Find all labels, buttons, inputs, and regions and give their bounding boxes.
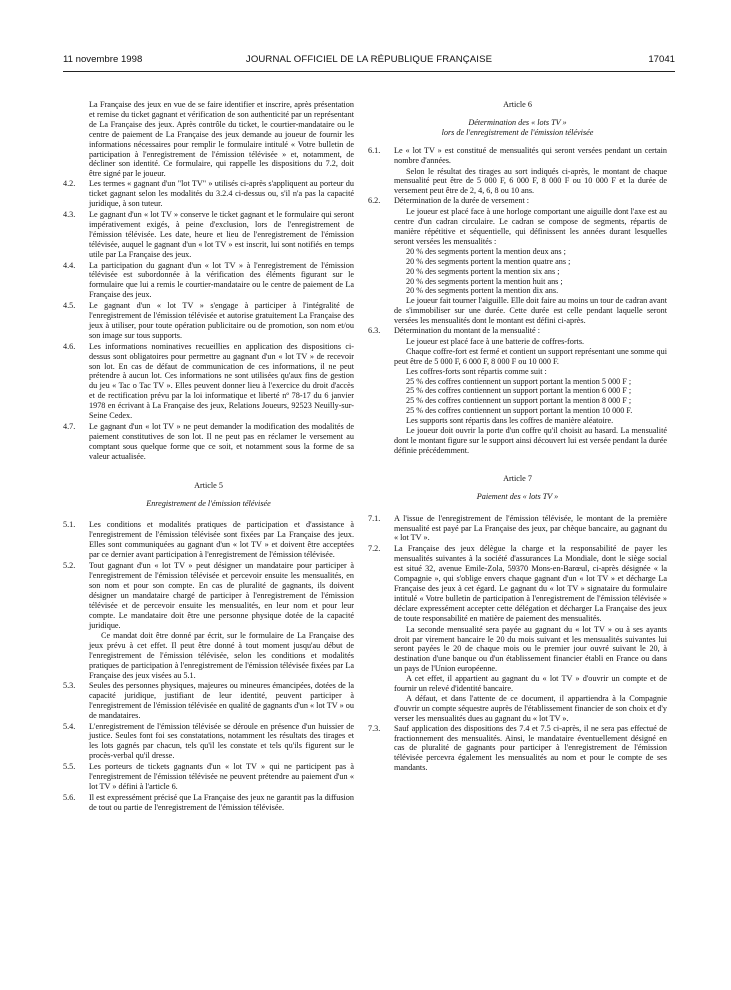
article-item <box>63 793 354 813</box>
item-number: 5.4. <box>63 721 76 731</box>
item-text: Tout gagnant d'un « lot TV » peut désigner un mandataire pour participer à l'enregistrement de l'émission télévisée et percevoir ensuite les mensualités, en son nom et pour son compte. En cas de pluralité de gagnants, ils doivent désigner un mandataire chargé de participer à l'enregistrement de l'émission télévisée et de percevoir ensuite les mensualités, en leur nom et pour leur compte. Le mandataire doit être une personne physique dotée de la capacité juridique. <box>89 561 354 630</box>
item-continuation: Le joueur doit ouvrir la porte d'un coffre qu'il choisit au hasard. La mensualité dont le montant figure sur le support ainsi découvert lui est versée pendant la durée définie précédemment. <box>394 426 667 455</box>
article-item <box>368 196 667 206</box>
article-item <box>368 326 667 336</box>
list-item: 20 % des segments portent la mention deux ans ; <box>406 246 566 256</box>
intro-paragraph: La Française des jeux en vue de se faire identifier et inscrire, après présentation et remise du ticket gagnant et vérification de son authenticité par un représentant de La Française des jeux. Après contrôle du ticket, le courtier-mandataire ou le centre de paiement de La Française des jeux demande au joueur de fournir les informations nécessaires pour remplir le formulaire intitulé « Votre bulletin de participation à l'enregistrement de l'émission télévisée » et, notamment, de décliner son identité. Ce formulaire, qui rappelle les dispositions du 7.2, doit être signé par le joueur. <box>89 100 354 179</box>
item-text: Les termes « gagnant d'un "lot TV" » utilisés ci-après s'appliquent au porteur du ticket gagnant selon les modalités du 3.2.4 ci-dessus ou, s'il n'a pas la capacité juridique, à son tuteur. <box>89 179 354 209</box>
list-item: 20 % des segments portent la mention six ans ; <box>406 266 560 276</box>
article-7-subtitle: Paiement des « lots TV » <box>476 491 559 501</box>
item-text: Le gagnant d'un « lot TV » s'engage à participer à l'intégralité de l'enregistrement de l'émission télévisée et autorise gratuitement La Française des jeux à utiliser, pour toute opération publicitaire ou de promotion, son nom et/ou son image sur tous supports. <box>89 301 354 340</box>
article-7-title: Article 7 <box>503 473 532 483</box>
item-text: Le « lot TV » est constitué de mensualités qui seront versées pendant un certain nombre d'années. <box>394 145 667 165</box>
article-item <box>63 301 354 341</box>
article-item <box>63 520 354 560</box>
item-number: 4.4. <box>63 260 76 270</box>
article-6-subtitle: Détermination des « lots TV » <box>468 117 567 127</box>
item-continuation: A défaut, et dans l'attente de ce document, il appartiendra à la Compagnie d'ouvrir un compte séquestre auprès de l'établissement financier de son choix et d'y verser les mensualités dues au gagnant du « lot TV ». <box>394 693 667 723</box>
list-item: 25 % des coffres contiennent un support portant la mention 5 000 F ; <box>406 376 632 386</box>
item-text: La participation du gagnant d'un « lot TV » à l'enregistrement de l'émission télévisée est subordonnée à la vérification des éléments figurant sur le formulaire que lui a remis le courtier-mandataire ou le centre de paiement de La Française des jeux. <box>89 260 354 300</box>
header-rule <box>63 71 675 72</box>
article-item <box>63 681 354 721</box>
item-number: 5.2. <box>63 561 76 571</box>
item-continuation: Le joueur est placé face à une batterie de coffres-forts. <box>406 336 585 346</box>
article-item <box>368 724 667 774</box>
item-text: Détermination du montant de la mensualité : <box>394 326 540 336</box>
item-text: Les porteurs de tickets gagnants d'un « lot TV » qui ne participent pas à l'enregistrement de l'émission télévisée ne peuvent prétendre au paiement d'un « lot TV » défini à l'article 6. <box>89 762 354 791</box>
item-continuation: A cet effet, il appartient au gagnant du « lot TV » d'ouvrir un compte et de fournir un relevé d'identité bancaire. <box>394 674 667 694</box>
item-continuation: Chaque coffre-fort est fermé et contient un support représentant une somme qui peut être de 5 000 F, 6 000 F, 8 000 F ou 10 000 F. <box>394 346 667 366</box>
article-item <box>63 261 354 301</box>
item-continuation: Les supports sont répartis dans les coffres de manière aléatoire. <box>406 416 614 426</box>
item-number: 6.1. <box>368 145 381 155</box>
item-text: Sauf application des dispositions des 7.4 et 7.5 ci-après, il ne sera pas effectué de fractionnement des mensualités. Ainsi, le mandataire éventuellement désigné en cas de pluralité de gagnants pour participer à l'enregistrement de l'émission télévisée percevra également les mensualités au nom et pour le compte de ses mandants. <box>394 723 667 773</box>
item-number: 4.3. <box>63 209 76 219</box>
item-number: 4.5. <box>63 301 76 311</box>
article-item <box>63 342 354 421</box>
article-item <box>368 514 667 544</box>
list-item: 25 % des coffres contiennent un support portant la mention 8 000 F ; <box>406 396 632 406</box>
item-text: La Française des jeux délègue la charge et la responsabilité de payer les mensualités suivantes à la société d'assurances La Mondiale, dont le siège social est situé 32, avenue Emile-Zola, 59370 Mons-en-Barœul, ci-après désignée « la Compagnie », qui s'oblige envers chaque gagnant d'un « lot TV » et décharge La Française des jeux à cet égard. Le gagnant du « lot TV » signataire du formulaire intitulé « Votre bulletin de participation à l'enregistrement de l'émission télévisée » déclare expressément accepter cette délégation et décharger La Française des jeux de toute responsabilité en matière de paiement des mensualités. <box>394 544 667 623</box>
item-continuation: Selon le résultat des tirages au sort indiqués ci-après, le montant de chaque mensualité peut être de 5 000 F, 6 000 F, 8 000 F ou 10 000 F et la durée de versement peut être de 2, 4, 6, 8 ou 10 ans. <box>394 166 667 196</box>
item-text: Seules des personnes physiques, majeures ou mineures émancipées, dotées de la capacité juridique, justifiant de leur identité, peuvent participer à l'enregistrement de l'émission télévisée en qualité de gagnants d'un « lot TV » ou de mandataires. <box>89 680 354 720</box>
item-text: L'enregistrement de l'émission télévisée se déroule en présence d'un huissier de justice. Seules font foi ses constatations, notamment les résultats des tirages et les lots gagnés par chacun, tels qu'il les constate et tels qu'ils figurent sur le procès-verbal qu'il dresse. <box>89 721 354 761</box>
item-text: A l'issue de l'enregistrement de l'émission télévisée, le montant de la première mensualité est payé par La Française des jeux, par chèque bancaire, au gagnant du « lot TV ». <box>394 513 667 543</box>
article-5-subtitle: Enregistrement de l'émission télévisée <box>146 498 271 508</box>
item-text: Le gagnant d'un « lot TV » conserve le ticket gagnant et le formulaire qui seront impérativement exigés, à peine d'exclusion, lors de l'enregistrement de l'émission télévisée. Les date, heure et lieu de l'enregistrement de l'émission télévisée, auquel le gagnant d'un « lot TV » est inscrit, lui sont notifiés en temps utile par La Française des jeux. <box>89 209 354 259</box>
list-item: 25 % des coffres contiennent un support portant la mention 10 000 F. <box>406 406 633 416</box>
page-header <box>63 54 675 70</box>
item-continuation: Ce mandat doit être donné par écrit, sur le formulaire de La Française des jeux prévu à cet effet. Il peut être donné à tout moment jusqu'au début de l'enregistrement de l'émission télévisée, selon les conditions et modalités pratiques de participation à l'enregistrement de l'émission télévisée fixées par La Française des jeux visées au 5.1. <box>89 631 354 681</box>
item-number: 4.2. <box>63 179 76 189</box>
header-date: 11 novembre 1998 <box>63 54 143 65</box>
item-number: 6.3. <box>368 326 381 336</box>
item-number: 7.1. <box>368 513 381 523</box>
article-item <box>63 762 354 792</box>
item-text: Le gagnant d'un « lot TV » ne peut demander la modification des modalités de paiement constitutives de son lot. Il ne peut pas en réclamer le versement au comptant sous quelque forme que ce soit, et notamment sous la forme de sa valeur actualisée. <box>89 422 354 461</box>
item-number: 7.3. <box>368 723 381 733</box>
article-6-subtitle-2: lors de l'enregistrement de l'émission télévisée <box>441 127 594 137</box>
list-item: 20 % des segments portent la mention dix ans. <box>406 286 559 296</box>
article-item <box>368 146 667 166</box>
item-text: Les informations nominatives recueillies en application des dispositions ci-dessus sont obligatoires pour permettre au gagnant d'un « lot TV » de recevoir son lot. En cas de défaut de communication de ces informations, il ne peut prétendre à aucun lot. Ces informations ne sont utilisées qu'aux fins de gestion du jeu « Tac o Tac TV ». Elles peuvent donner lieu à l'exercice du droit d'accès et de rectification prévu par la loi informatique et liberté nº 78-17 du 6 janvier 1978 en écrivant à La Française des jeux, Relations Joueurs, 92523 Neuilly-sur-Seine Cedex. <box>89 341 354 421</box>
item-number: 5.5. <box>63 762 76 772</box>
page-number: 17041 <box>648 54 675 65</box>
item-number: 7.2. <box>368 544 381 554</box>
article-item <box>63 179 354 209</box>
item-continuation: Les coffres-forts sont répartis comme suit : <box>406 366 547 376</box>
header-title: JOURNAL OFFICIEL DE LA RÉPUBLIQUE FRANÇAISE <box>245 54 493 65</box>
article-item <box>63 722 354 762</box>
item-number: 5.6. <box>63 792 76 802</box>
item-text: Détermination de la durée de versement : <box>394 196 530 206</box>
article-5-title: Article 5 <box>194 480 223 490</box>
item-text: Il est expressément précisé que La Française des jeux ne garantit pas la diffusion de tout ou partie de l'enregistrement de l'émission télévisée. <box>89 792 354 812</box>
article-item <box>63 210 354 260</box>
right-column <box>368 100 667 774</box>
list-item: 25 % des coffres contiennent un support portant la mention 6 000 F ; <box>406 386 632 396</box>
list-item: 20 % des segments portent la mention huit ans ; <box>406 276 563 286</box>
item-continuation: Le joueur fait tourner l'aiguille. Elle doit faire au moins un tour de cadran avant de s'immobiliser sur une durée. Cette durée est celle pendant laquelle seront versées les mensualités dont le montant est défini ci-après. <box>394 296 667 326</box>
list-item: 20 % des segments portent la mention quatre ans ; <box>406 256 571 266</box>
article-6-title: Article 6 <box>503 100 532 109</box>
article-item <box>368 544 667 623</box>
item-continuation: Le joueur est placé face à une horloge comportant une aiguille dont l'axe est au centre d'un cadran circulaire. Le cadran se compose de segments, répartis de manière répétitive et séquentielle, qui définissent les années durant lesquelles seront versées les mensualités : <box>394 207 667 246</box>
item-text: Les conditions et modalités pratiques de participation et d'assistance à l'enregistrement de l'émission télévisée sont fixées par La Française des jeux. Elles sont communiquées au gagnant d'un « lot TV » et doivent être acceptées par ce dernier avant participation à l'enregistrement de l'émission télévisée. <box>89 520 354 560</box>
item-number: 4.6. <box>63 341 76 351</box>
item-number: 5.1. <box>63 520 76 530</box>
item-number: 6.2. <box>368 196 381 206</box>
item-continuation: La seconde mensualité sera payée au gagnant du « lot TV » ou à ses ayants droit par virement bancaire le 20 du mois suivant et les mensualités suivantes lui seront payées le 20 de chaque mois ou le premier jour ouvré suivant le 20, à destination d'une banque ou d'un établissement financier établi en France ou dans un pays de l'Union européenne. <box>394 624 667 674</box>
left-column <box>63 100 354 814</box>
article-item <box>63 422 354 462</box>
article-item <box>63 561 354 630</box>
item-number: 5.3. <box>63 680 76 690</box>
item-number: 4.7. <box>63 422 76 431</box>
